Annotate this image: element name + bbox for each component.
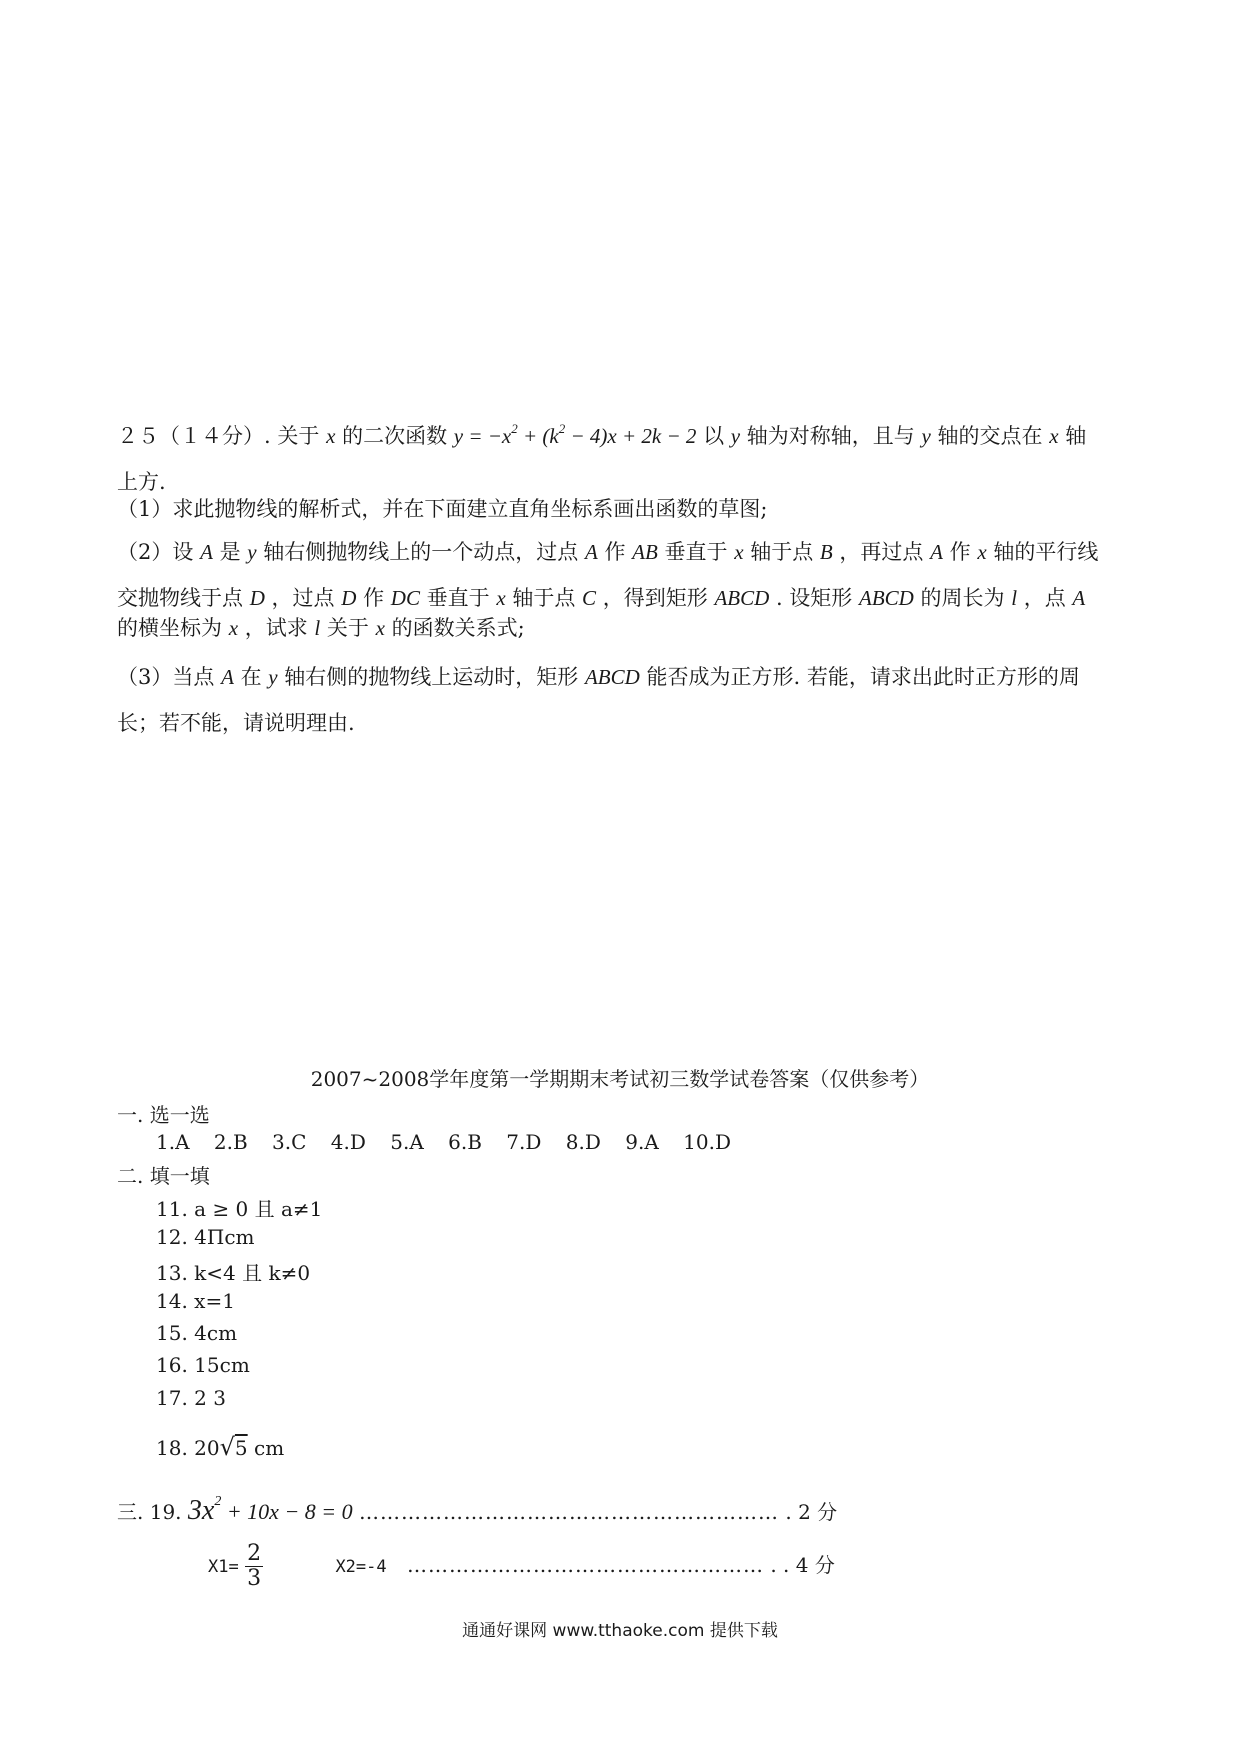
var-c: C xyxy=(582,586,597,610)
formula-part: y = −x xyxy=(453,424,512,448)
choice-answer: 7.D xyxy=(506,1130,542,1154)
var-d: D xyxy=(249,586,265,610)
text: 轴于点 xyxy=(750,540,814,564)
text: 的横坐标为 xyxy=(117,616,222,640)
var-x: x xyxy=(734,540,744,564)
text: ，得到矩形 xyxy=(602,586,708,610)
text: ，再过点 xyxy=(839,540,924,564)
root-label: X1= xyxy=(208,1557,239,1578)
text: 以 xyxy=(703,424,725,448)
text: 作 xyxy=(604,540,626,564)
var-dc: DC xyxy=(390,586,420,610)
fill-answer-15: 15. 4cm xyxy=(156,1321,238,1345)
choice-answer: 6.B xyxy=(448,1130,482,1154)
denominator: 3 xyxy=(247,1566,262,1592)
root-label: X2=-4 xyxy=(335,1557,387,1578)
var-y: y xyxy=(247,540,257,564)
leader-dots: …………………………………………… xyxy=(406,1553,764,1578)
equation-part: + 10x − 8 = 0 xyxy=(221,1499,353,1524)
var-x: x xyxy=(977,540,987,564)
choice-answer: 4.D xyxy=(330,1130,366,1154)
leader-dots: …………………………………………………… xyxy=(359,1500,779,1524)
var-l: l xyxy=(314,616,321,640)
q25-part3-line1 xyxy=(117,661,1080,691)
var-d: D xyxy=(341,586,357,610)
text: 轴 xyxy=(1065,424,1087,448)
fill-answer-18 xyxy=(156,1433,284,1461)
fill-answer-14: 14. x=1 xyxy=(156,1289,235,1313)
section-solve-heading: 三. 19. xyxy=(117,1500,182,1524)
text: 的二次函数 xyxy=(342,424,448,448)
text: （2）设 xyxy=(117,540,194,564)
sqrt-sign: √ xyxy=(219,1433,235,1461)
var-a: A xyxy=(1072,586,1086,610)
text: ，点 xyxy=(1023,586,1066,610)
q19-line2 xyxy=(208,1542,835,1591)
text: 作 xyxy=(949,540,971,564)
footer-credit: 通通好课网 www.tthaoke.com 提供下载 xyxy=(462,1621,778,1641)
text: 轴的平行线 xyxy=(993,540,1099,564)
var-y: y xyxy=(921,424,931,448)
var-x: x xyxy=(326,424,336,448)
var-l: l xyxy=(1011,586,1018,610)
section-fill-heading: 二. 填一填 xyxy=(117,1164,210,1188)
radicand: 5 xyxy=(234,1436,248,1460)
fraction xyxy=(245,1542,263,1591)
q25-line2: 上方. xyxy=(117,470,166,494)
var-x: x xyxy=(1049,424,1059,448)
choice-answer: 2.B xyxy=(213,1130,248,1154)
var-a: A xyxy=(584,540,598,564)
text: 轴右侧的抛物线上运动时，矩形 xyxy=(284,665,579,689)
var-a: A xyxy=(200,540,213,564)
text: ，试求 xyxy=(244,616,308,640)
fill-answer-12: 12. 4Πcm xyxy=(156,1225,255,1249)
var-abcd: ABCD xyxy=(584,665,640,689)
var-y: y xyxy=(268,665,278,689)
q25-part3-line2: 长；若不能，请说明理由. xyxy=(117,711,355,735)
exponent: 2 xyxy=(214,1494,222,1509)
choice-answer: 9.A xyxy=(625,1130,659,1154)
text: 关于 xyxy=(277,424,320,448)
answers-title: 2007~2008学年度第一学期期末考试初三数学试卷答案（仅供参考） xyxy=(310,1067,930,1091)
numerator: 2 xyxy=(247,1541,262,1566)
var-a: A xyxy=(930,540,943,564)
points: . 2 分 xyxy=(785,1500,838,1524)
text: 作 xyxy=(363,586,385,610)
text: 的函数关系式; xyxy=(391,616,525,640)
var-a: A xyxy=(221,665,234,689)
q19-line1 xyxy=(117,1494,837,1527)
text: 垂直于 xyxy=(426,586,490,610)
choice-answers xyxy=(156,1130,749,1154)
text: 关于 xyxy=(326,616,369,640)
text: 轴右侧抛物线上的一个动点，过点 xyxy=(263,540,579,564)
choice-answer: 5.A xyxy=(390,1130,424,1154)
var-abcd: ABCD xyxy=(859,586,914,610)
q25-part2-line3 xyxy=(117,612,525,642)
q25-part1: （1）求此抛物线的解析式，并在下面建立直角坐标系画出函数的草图; xyxy=(117,497,768,521)
fill-answer-16: 16. 15cm xyxy=(156,1353,250,1377)
fill-answer-17: 17. 2 3 xyxy=(156,1386,226,1410)
var-x: x xyxy=(228,616,239,640)
text: . 设矩形 xyxy=(775,586,853,610)
text: 轴的交点在 xyxy=(937,424,1043,448)
var-x: x xyxy=(375,616,385,640)
choice-answer: 10.D xyxy=(683,1130,731,1154)
var-y: y xyxy=(730,424,741,448)
formula-part: + (k xyxy=(517,424,559,448)
text: ，过点 xyxy=(271,586,335,610)
q25-part2-line2 xyxy=(117,582,1085,612)
text: 18. 20 xyxy=(156,1436,220,1460)
choice-answer: 8.D xyxy=(565,1130,601,1154)
choice-answer: 1.A xyxy=(156,1130,190,1154)
text: 能否成为正方形. 若能，请求出此时正方形的周 xyxy=(646,665,1080,689)
choice-answer: 3.C xyxy=(272,1130,307,1154)
fill-answer-11: 11. a ≥ 0 且 a≠1 xyxy=(156,1197,323,1221)
exponent: 2 xyxy=(511,421,518,436)
equation-part: 3x xyxy=(187,1495,215,1526)
section-choose-heading: 一. 选一选 xyxy=(117,1103,210,1127)
points: . . 4 分 xyxy=(770,1553,835,1578)
fill-answer-13: 13. k<4 且 k≠0 xyxy=(156,1261,311,1285)
q25-part2-line1 xyxy=(117,536,1098,566)
formula xyxy=(453,421,697,448)
q25-line1 xyxy=(117,420,1086,450)
exponent: 2 xyxy=(558,421,566,436)
text: 是 xyxy=(219,540,241,564)
equation xyxy=(188,1495,353,1526)
var-abcd: ABCD xyxy=(714,586,770,610)
text: 的周长为 xyxy=(920,586,1005,610)
text: 轴于点 xyxy=(512,586,576,610)
text: 交抛物线于点 xyxy=(117,586,243,610)
text: （3）当点 xyxy=(117,665,215,689)
question-number: ２５（１４分）. xyxy=(117,424,271,448)
text: 垂直于 xyxy=(664,540,728,564)
unit: cm xyxy=(247,1436,285,1460)
var-x: x xyxy=(496,586,506,610)
formula-part: − 4)x + 2k − 2 xyxy=(565,424,697,448)
var-ab: AB xyxy=(632,540,658,564)
text: 在 xyxy=(240,665,262,689)
var-b: B xyxy=(819,540,833,564)
text: 轴为对称轴，且与 xyxy=(746,424,915,448)
